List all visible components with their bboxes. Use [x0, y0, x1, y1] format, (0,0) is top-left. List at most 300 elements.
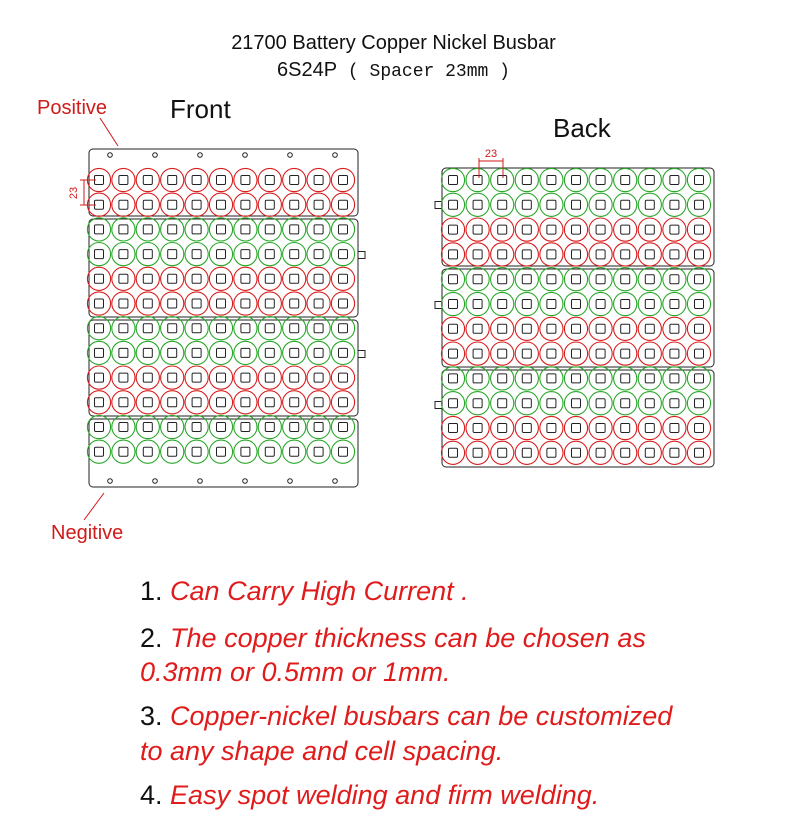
back-cell: [491, 268, 514, 291]
front-cell: [258, 391, 281, 414]
back-cell: [441, 441, 464, 464]
back-weld-pad: [572, 176, 581, 185]
front-cell: [283, 243, 306, 266]
front-mounting-hole: [243, 479, 248, 484]
back-weld-pad: [621, 349, 630, 358]
front-cell: [307, 168, 330, 191]
back-cell: [564, 416, 587, 439]
feature-4: [140, 777, 599, 813]
back-cell: [491, 168, 514, 191]
front-cell: [307, 218, 330, 241]
back-weld-pad: [522, 176, 531, 185]
front-cell: [307, 193, 330, 216]
front-weld-pad: [95, 423, 104, 432]
front-weld-pad: [168, 348, 177, 357]
front-weld-pad: [265, 447, 274, 456]
front-cell: [87, 366, 110, 389]
front-weld-pad: [95, 324, 104, 333]
back-weld-pad: [449, 324, 458, 333]
front-cell: [331, 267, 354, 290]
front-weld-pad: [192, 176, 201, 185]
front-cell: [161, 168, 184, 191]
front-mounting-hole: [153, 153, 158, 158]
back-weld-pad: [572, 374, 581, 383]
back-cell: [515, 342, 538, 365]
front-cell: [136, 243, 159, 266]
back-cell: [663, 416, 686, 439]
back-cell: [687, 342, 710, 365]
back-cell: [663, 392, 686, 415]
back-cell: [638, 292, 661, 315]
back-cell: [687, 218, 710, 241]
back-cell: [564, 342, 587, 365]
front-cell: [307, 267, 330, 290]
back-weld-pad: [522, 275, 531, 284]
front-cell: [136, 366, 159, 389]
front-weld-pad: [143, 176, 152, 185]
front-cell: [185, 366, 208, 389]
back-cell: [589, 416, 612, 439]
front-weld-pad: [192, 225, 201, 234]
back-cell: [663, 218, 686, 241]
front-cell: [87, 341, 110, 364]
back-cell: [515, 317, 538, 340]
back-cell: [466, 441, 489, 464]
front-cell: [87, 243, 110, 266]
front-mounting-hole: [288, 153, 293, 158]
front-cell: [112, 366, 135, 389]
front-cell: [307, 440, 330, 463]
back-cell: [614, 317, 637, 340]
front-weld-pad: [241, 324, 250, 333]
front-cell: [87, 218, 110, 241]
back-weld-pad: [645, 399, 654, 408]
feature-2-number: 2.: [140, 623, 163, 653]
back-spacing-label: 23: [484, 148, 498, 160]
back-weld-pad: [473, 448, 482, 457]
front-weld-pad: [95, 299, 104, 308]
feature-4-text: Easy spot welding and firm welding.: [170, 780, 600, 810]
front-connector-tab: [358, 252, 365, 259]
front-weld-pad: [314, 176, 323, 185]
front-cell: [185, 168, 208, 191]
front-weld-pad: [168, 200, 177, 209]
front-weld-pad: [290, 423, 299, 432]
back-cell: [540, 268, 563, 291]
front-weld-pad: [192, 447, 201, 456]
back-weld-pad: [695, 448, 704, 457]
front-weld-pad: [168, 225, 177, 234]
front-cell: [209, 267, 232, 290]
front-weld-pad: [217, 299, 226, 308]
front-cell: [331, 366, 354, 389]
back-weld-pad: [522, 424, 531, 433]
back-weld-pad: [670, 399, 679, 408]
front-weld-pad: [314, 200, 323, 209]
back-cell: [491, 292, 514, 315]
back-cell: [441, 243, 464, 266]
back-cell: [466, 268, 489, 291]
front-weld-pad: [119, 225, 128, 234]
back-weld-pad: [449, 275, 458, 284]
back-weld-pad: [695, 200, 704, 209]
front-cell: [307, 341, 330, 364]
back-weld-pad: [449, 349, 458, 358]
front-cell: [331, 243, 354, 266]
back-cell: [687, 441, 710, 464]
front-weld-pad: [314, 373, 323, 382]
positive-label: Positive: [37, 97, 108, 119]
back-weld-pad: [670, 374, 679, 383]
front-weld-pad: [290, 200, 299, 209]
front-cell: [283, 218, 306, 241]
front-mounting-hole: [108, 153, 113, 158]
back-weld-pad: [596, 200, 605, 209]
back-cell: [687, 168, 710, 191]
feature-2-continuation: 0.3mm or 0.5mm or 1mm.: [140, 657, 451, 687]
back-cell: [564, 441, 587, 464]
front-weld-pad: [339, 423, 348, 432]
front-cell: [307, 366, 330, 389]
back-cell: [441, 218, 464, 241]
front-weld-pad: [314, 348, 323, 357]
back-weld-pad: [498, 250, 507, 259]
front-cell: [112, 267, 135, 290]
front-busbar-layout: [87, 149, 365, 487]
back-weld-pad: [621, 300, 630, 309]
back-weld-pad: [596, 324, 605, 333]
back-weld-pad: [547, 250, 556, 259]
front-weld-pad: [95, 250, 104, 259]
front-weld-pad: [119, 398, 128, 407]
back-weld-pad: [473, 250, 482, 259]
back-cell: [589, 317, 612, 340]
front-cell: [87, 440, 110, 463]
front-cell: [307, 243, 330, 266]
front-weld-pad: [119, 423, 128, 432]
back-weld-pad: [449, 399, 458, 408]
back-cell: [564, 292, 587, 315]
back-cell: [614, 168, 637, 191]
front-cell: [283, 391, 306, 414]
feature-3-number: 3.: [140, 701, 163, 731]
front-weld-pad: [290, 398, 299, 407]
back-weld-pad: [547, 275, 556, 284]
front-weld-pad: [290, 250, 299, 259]
back-weld-pad: [522, 200, 531, 209]
front-cell: [112, 193, 135, 216]
back-cell: [564, 317, 587, 340]
back-cell: [589, 243, 612, 266]
front-weld-pad: [314, 274, 323, 283]
front-cell: [136, 440, 159, 463]
spacer-label: Spacer 23mm: [369, 62, 489, 82]
front-cell: [161, 341, 184, 364]
feature-2-text: The copper thickness can be chosen as: [170, 623, 646, 653]
back-cell: [515, 193, 538, 216]
back-cell: [540, 342, 563, 365]
back-cell: [515, 392, 538, 415]
front-weld-pad: [339, 274, 348, 283]
front-weld-pad: [143, 225, 152, 234]
back-cell: [515, 168, 538, 191]
front-cell: [258, 292, 281, 315]
back-cell: [589, 168, 612, 191]
front-weld-pad: [265, 299, 274, 308]
back-cell: [663, 441, 686, 464]
front-cell: [283, 292, 306, 315]
front-cell: [209, 218, 232, 241]
back-weld-pad: [572, 448, 581, 457]
front-weld-pad: [119, 250, 128, 259]
back-cell: [491, 317, 514, 340]
positive-pointer-line: [100, 118, 118, 146]
back-cell: [564, 193, 587, 216]
front-weld-pad: [290, 299, 299, 308]
back-cell: [614, 243, 637, 266]
back-cell: [614, 342, 637, 365]
front-cell: [185, 440, 208, 463]
config-label: 6S24P: [277, 59, 338, 81]
front-weld-pad: [265, 373, 274, 382]
back-weld-pad: [498, 275, 507, 284]
back-weld-pad: [645, 448, 654, 457]
front-cell: [185, 341, 208, 364]
back-cell: [466, 218, 489, 241]
back-weld-pad: [645, 424, 654, 433]
front-weld-pad: [143, 274, 152, 283]
front-weld-pad: [192, 423, 201, 432]
front-cell: [209, 366, 232, 389]
back-cell: [515, 268, 538, 291]
back-weld-pad: [621, 275, 630, 284]
back-weld-pad: [498, 424, 507, 433]
front-mounting-hole: [333, 153, 338, 158]
back-weld-pad: [621, 225, 630, 234]
front-weld-pad: [339, 348, 348, 357]
front-cell: [307, 292, 330, 315]
back-weld-pad: [621, 424, 630, 433]
front-weld-pad: [143, 200, 152, 209]
back-series-strip: [442, 168, 714, 266]
back-weld-pad: [522, 225, 531, 234]
front-weld-pad: [192, 398, 201, 407]
front-weld-pad: [241, 447, 250, 456]
feature-4-number: 4.: [140, 780, 163, 810]
front-weld-pad: [339, 176, 348, 185]
front-cell: [161, 391, 184, 414]
back-cell: [663, 168, 686, 191]
back-weld-pad: [572, 399, 581, 408]
title-line-1: 21700 Battery Copper Nickel Busbar: [231, 32, 556, 54]
back-cell: [687, 317, 710, 340]
front-cell: [112, 341, 135, 364]
back-cell: [614, 441, 637, 464]
front-cell: [112, 391, 135, 414]
back-busbar-layout: [435, 168, 714, 467]
back-cell: [515, 416, 538, 439]
front-cell: [234, 168, 257, 191]
back-weld-pad: [645, 250, 654, 259]
front-weld-pad: [168, 299, 177, 308]
front-cell: [209, 193, 232, 216]
front-cell: [136, 168, 159, 191]
front-weld-pad: [217, 250, 226, 259]
back-cell: [540, 292, 563, 315]
front-cell: [234, 440, 257, 463]
front-cell: [234, 292, 257, 315]
front-cell: [185, 267, 208, 290]
front-cell: [209, 292, 232, 315]
front-cell: [161, 366, 184, 389]
front-weld-pad: [143, 447, 152, 456]
front-negative-strip: [89, 419, 358, 487]
back-cell: [515, 441, 538, 464]
back-weld-pad: [695, 374, 704, 383]
front-weld-pad: [290, 274, 299, 283]
front-cell: [136, 267, 159, 290]
front-mounting-hole: [333, 479, 338, 484]
front-cell: [209, 168, 232, 191]
front-weld-pad: [168, 373, 177, 382]
front-cell: [283, 168, 306, 191]
back-weld-pad: [572, 424, 581, 433]
back-cell: [663, 268, 686, 291]
back-weld-pad: [498, 374, 507, 383]
back-weld-pad: [670, 324, 679, 333]
front-cell: [331, 391, 354, 414]
front-weld-pad: [143, 398, 152, 407]
front-cell: [258, 366, 281, 389]
back-weld-pad: [645, 176, 654, 185]
front-weld-pad: [143, 423, 152, 432]
back-weld-pad: [547, 424, 556, 433]
back-weld-pad: [572, 300, 581, 309]
front-weld-pad: [290, 447, 299, 456]
front-weld-pad: [168, 423, 177, 432]
front-weld-pad: [265, 225, 274, 234]
front-weld-pad: [339, 373, 348, 382]
front-weld-pad: [314, 423, 323, 432]
back-weld-pad: [596, 176, 605, 185]
negative-pointer-line: [84, 493, 104, 520]
back-weld-pad: [572, 324, 581, 333]
paren-open: (: [337, 62, 370, 82]
front-cell: [331, 292, 354, 315]
front-cell: [283, 366, 306, 389]
front-cell: [136, 341, 159, 364]
back-cell: [441, 268, 464, 291]
back-cell: [687, 193, 710, 216]
front-weld-pad: [95, 225, 104, 234]
front-cell: [161, 193, 184, 216]
back-weld-pad: [522, 349, 531, 358]
back-cell: [466, 292, 489, 315]
front-weld-pad: [265, 324, 274, 333]
back-weld-pad: [473, 424, 482, 433]
front-cell: [185, 193, 208, 216]
back-cell: [441, 292, 464, 315]
front-weld-pad: [119, 200, 128, 209]
front-cell: [87, 267, 110, 290]
back-cell: [638, 392, 661, 415]
back-cell: [638, 342, 661, 365]
back-weld-pad: [596, 300, 605, 309]
back-cell: [491, 243, 514, 266]
back-weld-pad: [572, 225, 581, 234]
front-cell: [258, 341, 281, 364]
front-spacing-label: 23: [68, 186, 80, 200]
back-cell: [540, 243, 563, 266]
back-cell: [638, 416, 661, 439]
front-label: Front: [170, 94, 231, 124]
back-weld-pad: [547, 200, 556, 209]
back-weld-pad: [547, 300, 556, 309]
front-cell: [234, 341, 257, 364]
back-cell: [638, 317, 661, 340]
back-cell: [515, 243, 538, 266]
front-weld-pad: [314, 225, 323, 234]
front-cell: [185, 218, 208, 241]
back-cell: [687, 392, 710, 415]
front-weld-pad: [192, 299, 201, 308]
back-weld-pad: [547, 225, 556, 234]
feature-1-number: 1.: [140, 576, 163, 606]
back-weld-pad: [473, 200, 482, 209]
front-weld-pad: [168, 250, 177, 259]
back-cell: [466, 243, 489, 266]
back-weld-pad: [695, 349, 704, 358]
back-spacing-dimension: [479, 148, 503, 178]
front-weld-pad: [314, 447, 323, 456]
front-cell: [209, 341, 232, 364]
back-cell: [663, 342, 686, 365]
back-weld-pad: [670, 448, 679, 457]
front-weld-pad: [339, 250, 348, 259]
back-weld-pad: [449, 176, 458, 185]
front-cell: [112, 292, 135, 315]
back-cell: [589, 218, 612, 241]
front-cell: [234, 267, 257, 290]
back-series-strip: [442, 370, 714, 467]
front-weld-pad: [192, 324, 201, 333]
back-cell: [466, 392, 489, 415]
front-cell: [209, 391, 232, 414]
back-weld-pad: [670, 200, 679, 209]
feature-3: [140, 698, 672, 734]
front-connector-tab: [358, 351, 365, 358]
back-cell: [491, 416, 514, 439]
back-cell: [614, 268, 637, 291]
back-weld-pad: [449, 225, 458, 234]
back-cell: [540, 392, 563, 415]
back-cell: [540, 317, 563, 340]
back-weld-pad: [473, 324, 482, 333]
front-weld-pad: [339, 447, 348, 456]
back-weld-pad: [498, 300, 507, 309]
front-cell: [161, 267, 184, 290]
back-weld-pad: [473, 225, 482, 234]
back-weld-pad: [645, 324, 654, 333]
front-weld-pad: [290, 348, 299, 357]
front-weld-pad: [265, 250, 274, 259]
back-cell: [687, 416, 710, 439]
front-weld-pad: [143, 250, 152, 259]
back-weld-pad: [621, 250, 630, 259]
back-weld-pad: [572, 250, 581, 259]
front-weld-pad: [192, 274, 201, 283]
back-cell: [564, 243, 587, 266]
